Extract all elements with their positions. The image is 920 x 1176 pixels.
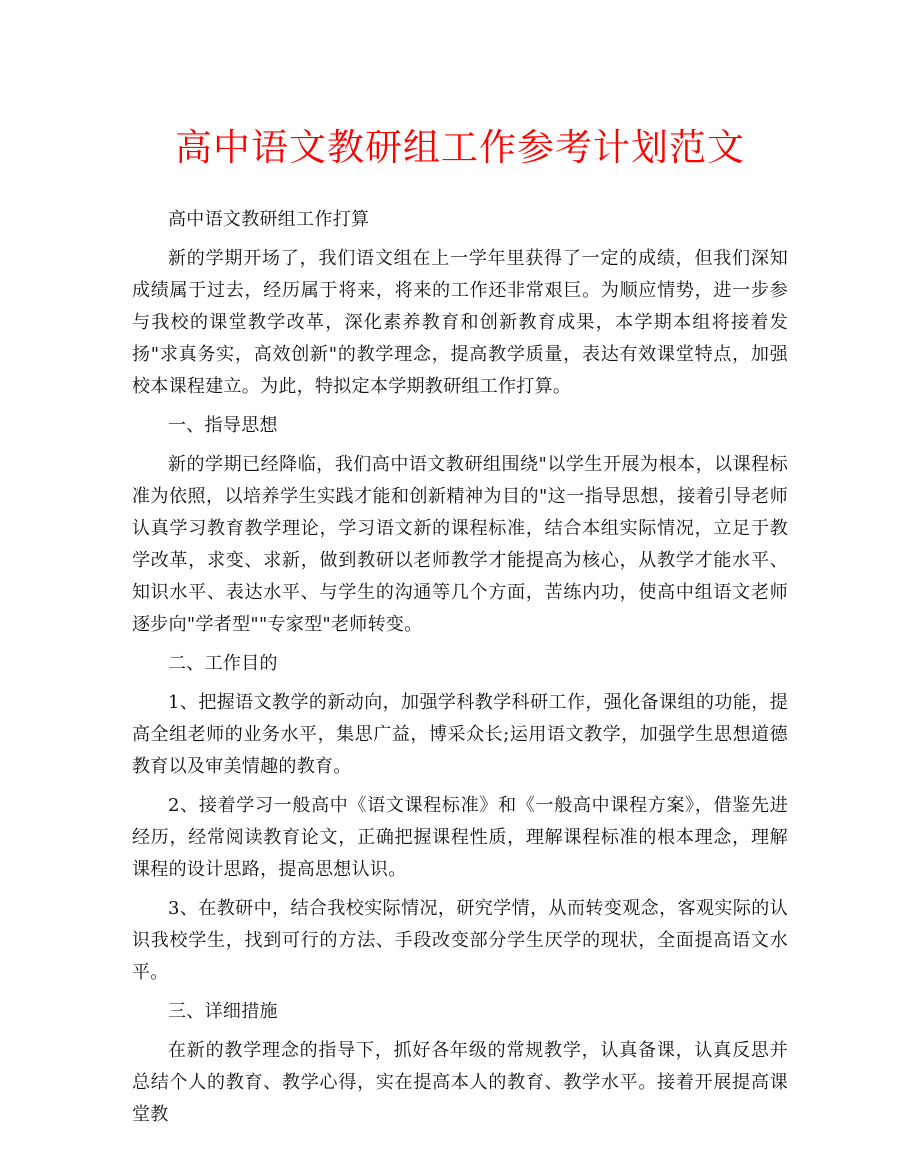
section-heading: 二、工作目的 [168, 653, 278, 674]
paragraph: 新的学期已经降临，我们高中语文教研组围绕"以学生开展为根本，以课程标准为依照，以培养学生实践才能和创新精神为目的"这一指导思想，接着引导老师认真学习教育教学理论，学习语文新的课程标准，结合本组实际情况，立足于教学改革，求变、求新，做到教研以老师教学才能提高为核心，从教学才能水平、知识水平、表达水平、与学生的沟通等几个方面，苦练内功，使高中组语文老师逐步向"学者型""专家型"老师转变。 [132, 454, 788, 635]
paragraph: 新的学期开场了，我们语文组在上一学年里获得了一定的成绩，但我们深知成绩属于过去，经历属于将来，将来的工作还非常艰巨。为顺应情势，进一步参与我校的课堂教学改革，深化素养教育和创新教育成果，本学期本组将接着发扬"求真务实，高效创新"的教学理念，提高教学质量，表达有效课堂特点，加强校本课程建立。为此，特拟定本学期教研组工作打算。 [132, 248, 788, 397]
section-heading: 一、指导思想 [168, 415, 278, 436]
section-heading: 高中语文教研组工作打算 [168, 209, 370, 230]
paragraph: 2、接着学习一般高中《语文课程标准》和《一般高中课程方案》，借鉴先进经历，经常阅读教育论文，正确把握课程性质，理解课程标准的根本理念，理解课程的设计思路，提高思想认识。 [132, 795, 788, 880]
paragraph: 1、把握语文教学的新动向，加强学科教学科研工作，强化备课组的功能，提高全组老师的业务水平，集思广益，博采众长;运用语文教学，加强学生思想道德教育以及审美情趣的教育。 [132, 692, 788, 777]
paragraph: 3、在教研中，结合我校实际情况，研究学情，从而转变观念，客观实际的认识我校学生，找到可行的方法、手段改变部分学生厌学的现状，全面提高语文水平。 [132, 898, 788, 983]
page-title: 高中语文教研组工作参考计划范文 [175, 126, 745, 169]
paragraph: 在新的教学理念的指导下，抓好各年级的常规教学，认真备课，认真反思并总结个人的教育、教学心得，实在提高本人的教育、教学水平。接着开展提高课堂教 [132, 1040, 788, 1125]
document-body [132, 204, 788, 1131]
section-heading: 三、详细措施 [168, 1001, 278, 1022]
